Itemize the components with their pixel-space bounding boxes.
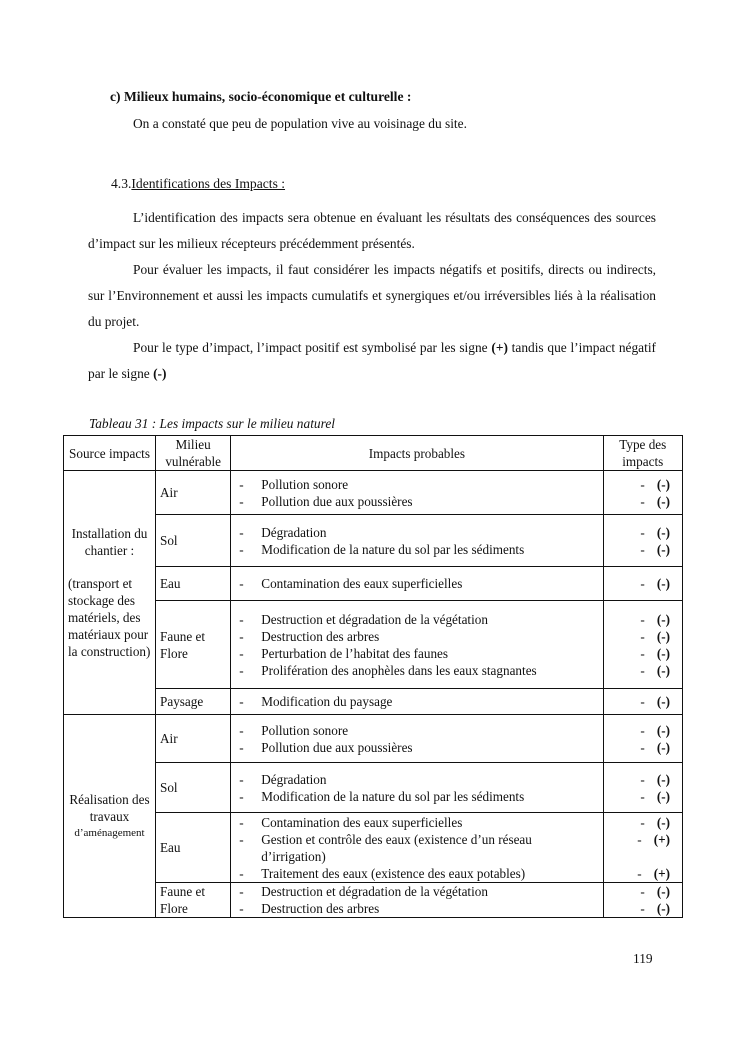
impact-type — [608, 493, 678, 510]
impact-item: - Destruction et dégradation de la végétation — [239, 883, 598, 900]
impact-type — [608, 739, 678, 756]
dash-marker: - — [640, 628, 645, 644]
impacts-list — [235, 476, 598, 510]
impact-type — [608, 662, 678, 679]
impacts-cell — [231, 763, 603, 813]
impact-type — [608, 722, 678, 739]
milieu-cell: Air — [156, 715, 231, 763]
type-value: (-) — [656, 541, 670, 557]
type-value: (-) — [656, 901, 670, 916]
section-number: 4.3. — [111, 176, 132, 191]
impact-item: - Destruction des arbres — [239, 900, 598, 917]
impact-item: - Destruction et dégradation de la végétation — [239, 611, 598, 628]
impacts-list — [235, 883, 598, 917]
impact-type — [608, 476, 678, 493]
type-cell — [603, 689, 682, 715]
type-value: (-) — [656, 576, 670, 591]
table-row — [64, 471, 683, 515]
impact-type — [608, 645, 678, 662]
impacts-table-body — [64, 471, 683, 918]
header-type: Type des impacts — [603, 436, 682, 471]
table-row — [64, 601, 683, 689]
dash-marker: - — [637, 831, 642, 847]
impacts-cell — [231, 515, 603, 567]
source-label: Réalisation des travaux — [69, 791, 150, 824]
table-header-row — [64, 436, 683, 471]
type-list — [608, 693, 678, 710]
impact-type — [608, 900, 678, 917]
type-list — [608, 722, 678, 756]
type-value: (+) — [653, 831, 670, 847]
source-label: Installation du chantier : — [71, 526, 148, 558]
impacts-list — [235, 814, 598, 882]
dash-marker: - — [640, 884, 645, 899]
page-number: 119 — [633, 951, 653, 966]
dash-marker: - — [640, 576, 645, 591]
dash-marker: - — [640, 722, 645, 738]
impact-item: - Dégradation — [239, 524, 598, 541]
impacts-table — [63, 435, 683, 918]
dash-marker: - — [640, 788, 645, 804]
type-value: (-) — [656, 739, 670, 755]
type-value: (-) — [656, 884, 670, 899]
impact-item: - Modification du paysage — [239, 693, 598, 710]
table-row — [64, 763, 683, 813]
type-value: (-) — [656, 493, 670, 509]
impacts-cell — [231, 715, 603, 763]
dash-marker: - — [640, 476, 645, 492]
impact-item: - Perturbation de l’habitat des faunes — [239, 645, 598, 662]
table-row — [64, 883, 683, 918]
dash-marker: - — [640, 524, 645, 540]
type-list — [608, 476, 678, 510]
impact-item: - Modification de la nature du sol par les sédiments — [239, 788, 598, 805]
impact-type — [608, 814, 678, 831]
type-cell — [603, 883, 682, 918]
impact-type — [608, 575, 678, 592]
impacts-list — [235, 524, 598, 558]
milieu-cell: Faune et Flore — [156, 883, 231, 918]
type-list — [608, 575, 678, 592]
section-heading — [111, 176, 285, 192]
impacts-list — [235, 722, 598, 756]
type-cell — [603, 515, 682, 567]
type-value: (-) — [656, 694, 670, 709]
impact-item: - Gestion et contrôle des eaux (existence d’un réseau d’irrigation) — [239, 831, 598, 865]
milieu-cell: Eau — [156, 813, 231, 883]
impact-item: - Dégradation — [239, 771, 598, 788]
type-cell — [603, 813, 682, 883]
impacts-cell — [231, 567, 603, 601]
table-caption: Tableau 31 : Les impacts sur le milieu naturel — [89, 416, 335, 431]
type-list — [608, 814, 678, 882]
type-value: (-) — [656, 524, 670, 540]
impact-item: - Contamination des eaux superficielles — [239, 814, 598, 831]
impacts-cell — [231, 813, 603, 883]
type-value: (-) — [656, 662, 670, 678]
type-value: (-) — [656, 611, 670, 627]
impacts-cell — [231, 883, 603, 918]
impact-item: - Pollution due aux poussières — [239, 739, 598, 756]
type-value: (-) — [656, 788, 670, 804]
type-value: (-) — [656, 771, 670, 787]
milieu-cell: Sol — [156, 763, 231, 813]
impact-item: - Contamination des eaux superficielles — [239, 575, 598, 592]
type-list — [608, 883, 678, 917]
table-row — [64, 715, 683, 763]
impact-type — [608, 865, 678, 882]
impact-item: - Modification de la nature du sol par les sédiments — [239, 541, 598, 558]
source-note: (transport et stockage des matériels, des matériaux pour la construction) — [68, 576, 151, 659]
dash-marker: - — [640, 814, 645, 830]
table-row — [64, 813, 683, 883]
dash-marker: - — [640, 493, 645, 509]
impact-item: - Traitement des eaux (existence des eaux potables) — [239, 865, 598, 882]
paragraph-evaluation: Pour évaluer les impacts, il faut considérer les impacts négatifs et positifs, directs ou indirects, sur l’Environnement et aussi les impacts cumulatifs et synergiques et/ou irréversibles liés à la réalisation du projet. — [88, 262, 656, 329]
impacts-cell — [231, 689, 603, 715]
section-c-heading: c) Milieux humains, socio-économique et culturelle : — [110, 89, 412, 104]
dash-marker: - — [640, 541, 645, 557]
type-cell — [603, 567, 682, 601]
header-milieu: Milieu vulnérable — [156, 436, 231, 471]
intro-sentence: On a constaté que peu de population vive au voisinage du site. — [133, 116, 467, 131]
impact-item: - Pollution due aux poussières — [239, 493, 598, 510]
impacts-list — [235, 575, 598, 592]
impacts-cell — [231, 471, 603, 515]
type-list — [608, 771, 678, 805]
positive-sign: (+) — [491, 340, 508, 355]
type-list — [608, 524, 678, 558]
table-row — [64, 515, 683, 567]
header-source: Source impacts — [64, 436, 156, 471]
impact-type — [608, 883, 678, 900]
impact-item: - Pollution sonore — [239, 722, 598, 739]
header-impacts: Impacts probables — [231, 436, 603, 471]
type-value: (-) — [656, 628, 670, 644]
paragraph-identification: L’identification des impacts sera obtenue en évaluant les résultats des conséquences des sources d’impact sur les milieux récepteurs précédemment présentés. — [88, 210, 656, 251]
negative-sign: (-) — [153, 366, 167, 381]
type-value: (-) — [656, 645, 670, 661]
type-list — [608, 611, 678, 679]
impact-type — [608, 788, 678, 805]
source-cell — [64, 715, 156, 918]
impact-item: - Prolifération des anophèles dans les eaux stagnantes — [239, 662, 598, 679]
impact-item: - Destruction des arbres — [239, 628, 598, 645]
dash-marker: - — [640, 901, 645, 916]
impact-type — [608, 541, 678, 558]
impact-type — [608, 771, 678, 788]
type-cell — [603, 763, 682, 813]
impact-type — [608, 628, 678, 645]
dash-marker: - — [640, 662, 645, 678]
milieu-cell: Air — [156, 471, 231, 515]
impact-type — [608, 831, 678, 848]
impact-type — [608, 611, 678, 628]
dash-marker: - — [637, 865, 642, 881]
sign-text-2: tandis que l’impact négatif par le signe — [88, 340, 656, 381]
impacts-cell — [231, 601, 603, 689]
milieu-cell: Faune et Flore — [156, 601, 231, 689]
dash-marker: - — [640, 771, 645, 787]
section-title: Identifications des Impacts : — [131, 176, 286, 191]
impacts-list — [235, 771, 598, 805]
impacts-list — [235, 693, 598, 710]
source-note: d’aménagement — [74, 826, 145, 839]
table-row — [64, 567, 683, 601]
dash-marker: - — [640, 739, 645, 755]
type-value: (-) — [656, 476, 670, 492]
milieu-cell: Eau — [156, 567, 231, 601]
dash-marker: - — [640, 645, 645, 661]
type-value: (+) — [653, 865, 670, 881]
type-cell — [603, 601, 682, 689]
impacts-list — [235, 611, 598, 679]
type-cell — [603, 471, 682, 515]
impact-type — [608, 693, 678, 710]
sign-text-1: Pour le type d’impact, l’impact positif est symbolisé par les signe — [133, 340, 492, 355]
dash-marker: - — [640, 611, 645, 627]
table-row — [64, 689, 683, 715]
milieu-cell: Sol — [156, 515, 231, 567]
impact-type — [608, 524, 678, 541]
milieu-cell: Paysage — [156, 689, 231, 715]
source-cell — [64, 471, 156, 715]
impact-item: - Pollution sonore — [239, 476, 598, 493]
type-cell — [603, 715, 682, 763]
type-value: (-) — [656, 814, 670, 830]
type-value: (-) — [656, 722, 670, 738]
dash-marker: - — [640, 694, 645, 709]
paragraph-signs — [88, 335, 656, 387]
